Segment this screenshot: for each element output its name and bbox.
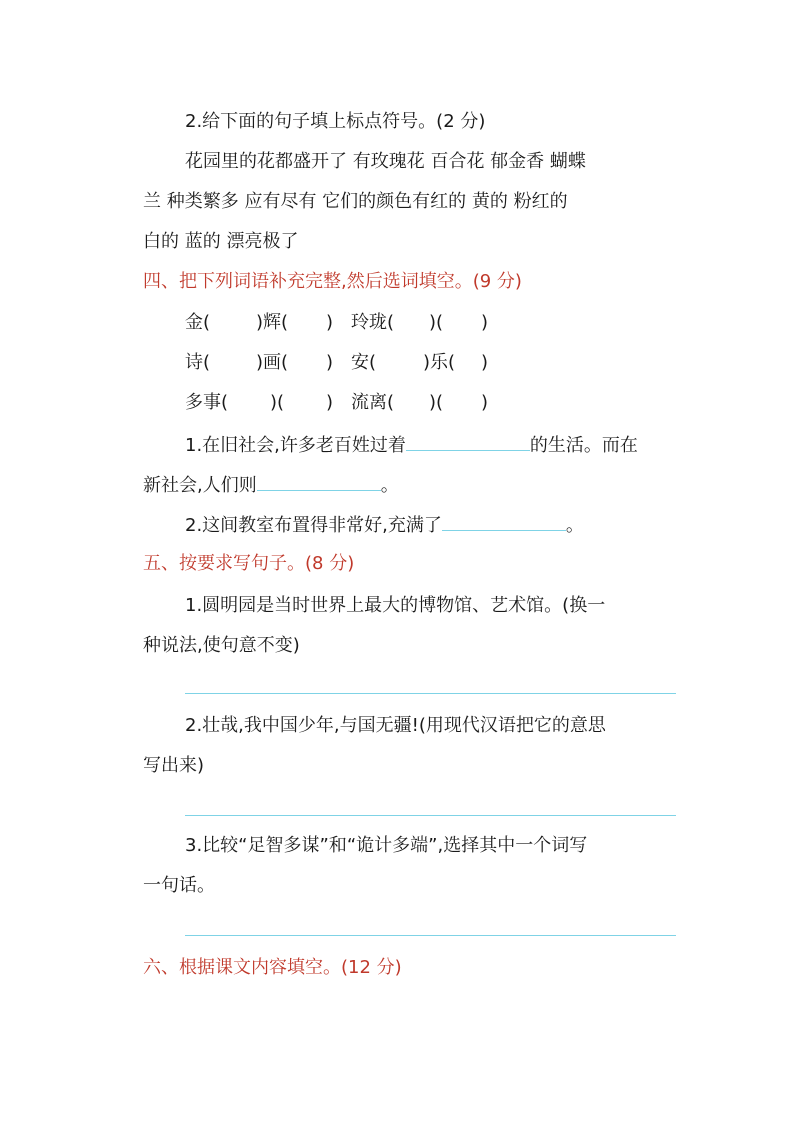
fill-q2-text-b: 。 <box>565 515 584 536</box>
fill-q1-text-a: 1.在旧社会,许多老百姓过着 <box>185 435 406 456</box>
answer-line-3[interactable] <box>185 935 676 936</box>
fill-q1-text-d: 。 <box>380 475 399 496</box>
word-part: 玲珑( <box>351 312 395 333</box>
word-part: 流离( <box>351 392 395 413</box>
section-5-heading: 五、按要求写句子。(8 分) <box>143 553 355 574</box>
fill-blank-3[interactable] <box>442 512 566 531</box>
q2-line-3: 白的 蓝的 漂亮极了 <box>143 231 299 252</box>
fill-question-1-line-1 <box>185 432 638 458</box>
word-part: )辉( <box>256 312 289 333</box>
s5-q2-line-1: 2.壮哉,我中国少年,与国无疆!(用现代汉语把它的意思 <box>185 715 606 736</box>
s5-q3-line-1: 3.比较“足智多谋”和“诡计多端”,选择其中一个词写 <box>185 835 588 856</box>
word-part: ) <box>326 352 334 373</box>
fill-q1-text-b: 的生活。而在 <box>529 435 638 456</box>
word-part: ) <box>481 352 489 373</box>
answer-line-1[interactable] <box>185 693 676 694</box>
fill-question-2 <box>185 512 584 538</box>
section-4-heading: 四、把下列词语补充完整,然后选词填空。(9 分) <box>143 271 522 292</box>
section-6-heading: 六、根据课文内容填空。(12 分) <box>143 957 402 978</box>
word-part: )画( <box>256 352 289 373</box>
word-part: )( <box>429 312 444 333</box>
word-row-1 <box>185 311 488 335</box>
fill-blank-2[interactable] <box>257 472 381 491</box>
s5-q1-line-1: 1.圆明园是当时世界上最大的博物馆、艺术馆。(换一 <box>185 595 606 616</box>
fill-question-1-line-2 <box>143 472 399 498</box>
word-part: )( <box>429 392 444 413</box>
word-part: )乐( <box>423 352 456 373</box>
q2-line-1: 花园里的花都盛开了 有玫瑰花 百合花 郁金香 蝴蝶 <box>185 151 586 172</box>
fill-q1-text-c: 新社会,人们则 <box>143 475 257 496</box>
word-part: 金( <box>185 312 211 333</box>
word-part: 诗( <box>185 352 211 373</box>
word-part: )( <box>270 392 285 413</box>
word-part: ) <box>326 392 334 413</box>
q2-line-2: 兰 种类繁多 应有尽有 它们的颜色有红的 黄的 粉红的 <box>143 191 568 212</box>
s5-q3-line-2: 一句话。 <box>143 875 215 896</box>
q2-title: 2.给下面的句子填上标点符号。(2 分) <box>185 111 486 132</box>
word-part: ) <box>481 312 489 333</box>
word-row-2 <box>185 351 488 375</box>
word-part: ) <box>481 392 489 413</box>
word-part: 多事( <box>185 392 229 413</box>
fill-blank-1[interactable] <box>406 432 530 451</box>
word-part: ) <box>326 312 334 333</box>
word-row-3 <box>185 391 488 415</box>
s5-q2-line-2: 写出来) <box>143 755 205 776</box>
s5-q1-line-2: 种说法,使句意不变) <box>143 635 300 656</box>
word-part: 安( <box>351 352 377 373</box>
fill-q2-text-a: 2.这间教室布置得非常好,充满了 <box>185 515 442 536</box>
answer-line-2[interactable] <box>185 815 676 816</box>
